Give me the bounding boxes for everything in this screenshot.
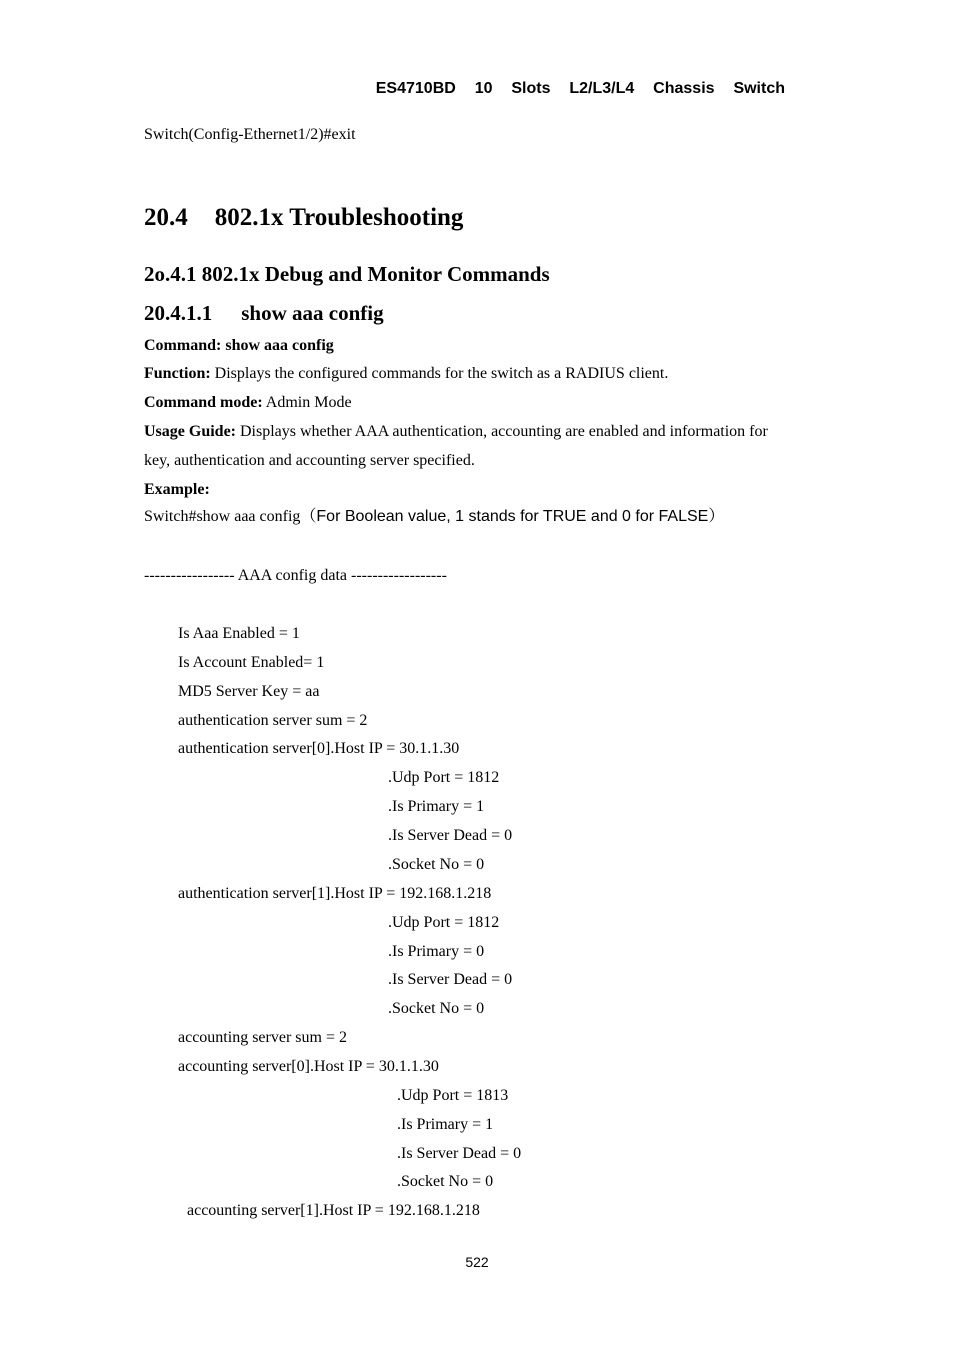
subsection-heading: 2o.4.1 802.1x Debug and Monitor Commands bbox=[144, 262, 550, 286]
output-line: .Is Server Dead = 0 bbox=[397, 1145, 522, 1162]
output-line: Is Account Enabled= 1 bbox=[178, 654, 325, 671]
output-line: accounting server sum = 2 bbox=[178, 1029, 347, 1046]
output-line: .Socket No = 0 bbox=[397, 1173, 494, 1190]
command-mode-label: Command mode: bbox=[144, 394, 263, 411]
example-note: （For Boolean value, 1 stands for TRUE and 0 for FALSE） bbox=[300, 508, 725, 525]
intro-command-line: Switch(Config-Ethernet1/2)#exit bbox=[144, 126, 356, 143]
output-line: .Socket No = 0 bbox=[388, 856, 485, 873]
output-line: authentication server[1].Host IP = 192.168.1.218 bbox=[178, 885, 492, 902]
output-line: Is Aaa Enabled = 1 bbox=[178, 625, 300, 642]
output-line: .Is Primary = 0 bbox=[388, 943, 485, 960]
output-banner: ----------------- AAA config data ------------------ bbox=[144, 567, 447, 584]
output-line: authentication server sum = 2 bbox=[178, 712, 368, 729]
output-line: accounting server[1].Host IP = 192.168.1.218 bbox=[187, 1202, 480, 1219]
example-command-line bbox=[144, 507, 724, 527]
example-command: Switch#show aaa config bbox=[144, 508, 301, 525]
output-line: MD5 Server Key = aa bbox=[178, 683, 320, 700]
command-label: Command: show aaa config bbox=[144, 337, 334, 354]
section-title: 802.1x Troubleshooting bbox=[214, 204, 464, 231]
function-line bbox=[144, 364, 668, 384]
usage-guide-text-1: Displays whether AAA authentication, accounting are enabled and information for bbox=[236, 423, 768, 440]
subsubsection-number: 20.4.1.1 bbox=[144, 301, 213, 325]
output-line: .Udp Port = 1813 bbox=[397, 1087, 509, 1104]
running-header: ES4710BD 10 Slots L2/L3/L4 Chassis Switch bbox=[375, 80, 785, 97]
output-line: .Socket No = 0 bbox=[388, 1000, 485, 1017]
section-number: 20.4 bbox=[144, 204, 188, 231]
subsubsection-heading bbox=[144, 301, 384, 326]
output-line: .Is Server Dead = 0 bbox=[388, 971, 513, 988]
function-label: Function: bbox=[144, 365, 211, 382]
command-mode-line bbox=[144, 393, 352, 413]
page-number: 522 bbox=[465, 1254, 489, 1270]
example-label: Example: bbox=[144, 481, 210, 498]
output-line: .Is Server Dead = 0 bbox=[388, 827, 513, 844]
function-text: Displays the configured commands for the switch as a RADIUS client. bbox=[210, 365, 669, 382]
output-line: .Is Primary = 1 bbox=[397, 1116, 494, 1133]
command-mode-text: Admin Mode bbox=[262, 394, 352, 411]
output-line: .Udp Port = 1812 bbox=[388, 769, 500, 786]
output-line: authentication server[0].Host IP = 30.1.1.30 bbox=[178, 740, 460, 757]
section-heading bbox=[144, 204, 463, 232]
output-line: accounting server[0].Host IP = 30.1.1.30 bbox=[178, 1058, 439, 1075]
usage-guide-label: Usage Guide: bbox=[144, 423, 236, 440]
output-line: .Is Primary = 1 bbox=[388, 798, 485, 815]
subsubsection-title: show aaa config bbox=[241, 301, 384, 325]
output-line: .Udp Port = 1812 bbox=[388, 914, 500, 931]
usage-guide-line-2: key, authentication and accounting server specified. bbox=[144, 452, 475, 469]
usage-guide-line-1 bbox=[144, 422, 768, 442]
